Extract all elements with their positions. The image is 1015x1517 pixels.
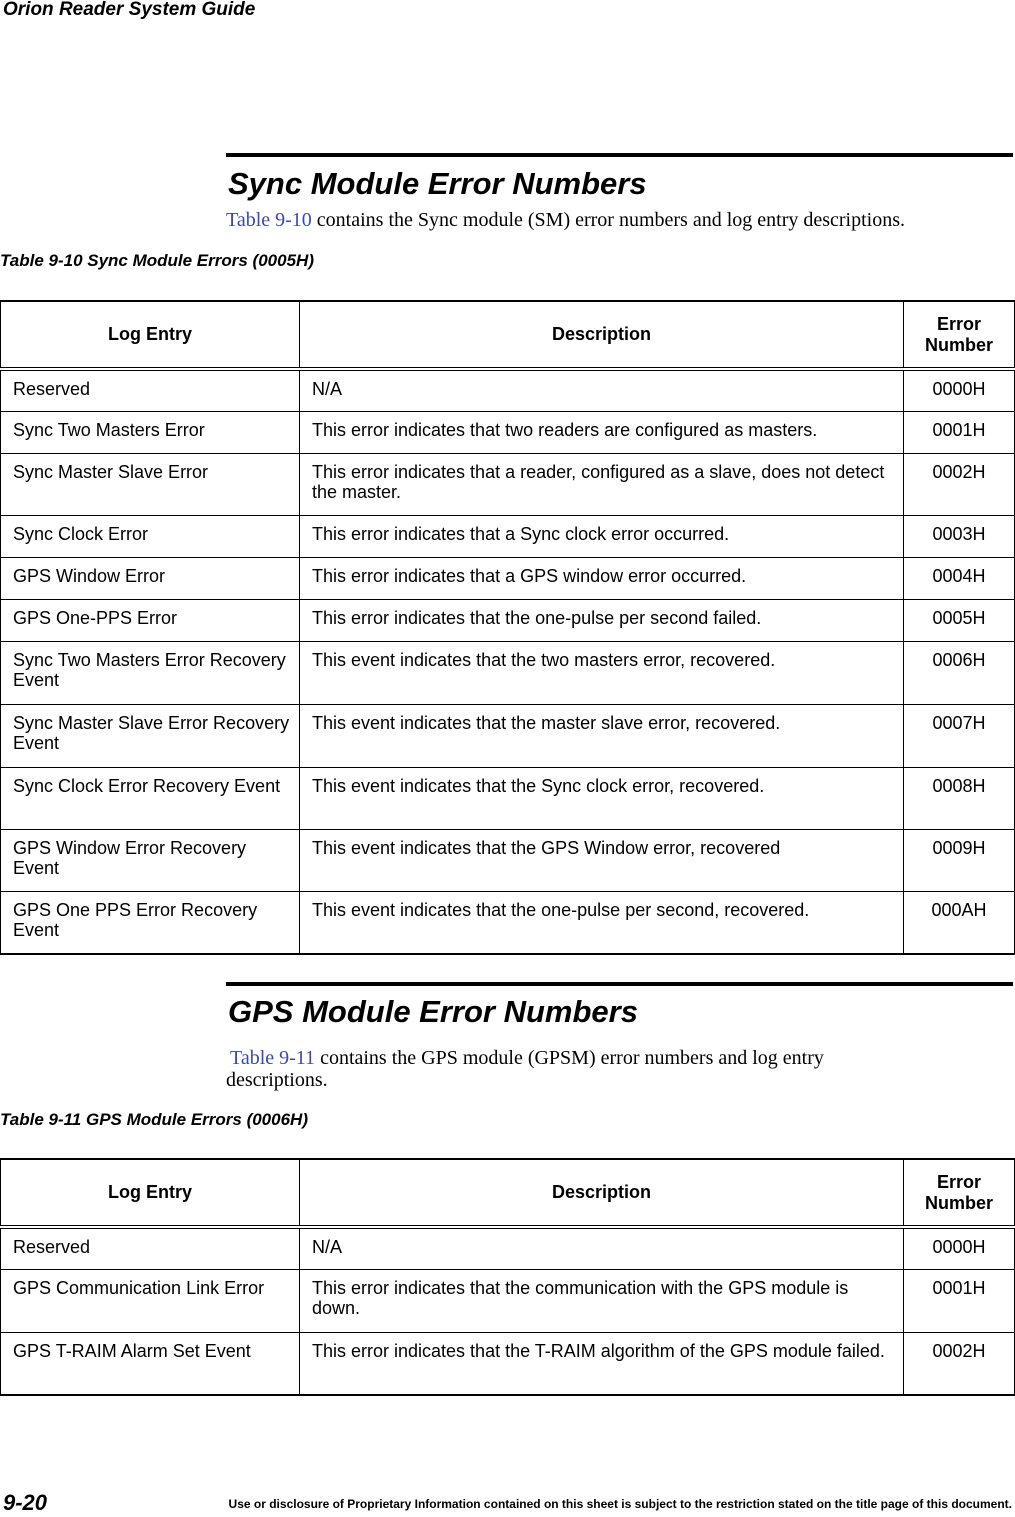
log-entry-cell: Sync Two Masters Error Recovery Event bbox=[1, 641, 300, 704]
section-intro-gps bbox=[226, 1047, 926, 1091]
table-row bbox=[1, 453, 1015, 515]
description-cell: This error indicates that a reader, configured as a slave, does not detect the master. bbox=[300, 453, 904, 515]
error-number-cell: 0001H bbox=[904, 1269, 1015, 1332]
table-row bbox=[1, 515, 1015, 557]
section-title-sync: Sync Module Error Numbers bbox=[228, 166, 647, 201]
column-header-description: Description bbox=[300, 301, 904, 369]
proprietary-notice: Use or disclosure of Proprietary Information contained on this sheet is subject to the restriction stated on the title page of this document. bbox=[228, 1497, 1012, 1511]
table-row bbox=[1, 411, 1015, 453]
column-header-log-entry: Log Entry bbox=[1, 301, 300, 369]
log-entry-cell: GPS Communication Link Error bbox=[1, 1269, 300, 1332]
error-number-cell: 000AH bbox=[904, 891, 1015, 954]
description-cell: This error indicates that two readers are configured as masters. bbox=[300, 411, 904, 453]
log-entry-cell: Reserved bbox=[1, 1227, 300, 1269]
description-cell: N/A bbox=[300, 369, 904, 411]
description-cell: This event indicates that the master slave error, recovered. bbox=[300, 704, 904, 767]
log-entry-cell: GPS One-PPS Error bbox=[1, 599, 300, 641]
description-cell: This error indicates that the T-RAIM algorithm of the GPS module failed. bbox=[300, 1332, 904, 1395]
error-number-cell: 0002H bbox=[904, 453, 1015, 515]
intro-text: contains the GPS module (GPSM) error numbers and log entry descriptions. bbox=[226, 1047, 824, 1091]
log-entry-cell: GPS Window Error Recovery Event bbox=[1, 829, 300, 891]
description-cell: This event indicates that the one-pulse per second, recovered. bbox=[300, 891, 904, 954]
table-row bbox=[1, 369, 1015, 411]
table-row bbox=[1, 704, 1015, 767]
log-entry-cell: Reserved bbox=[1, 369, 300, 411]
table-row bbox=[1, 599, 1015, 641]
description-cell: This event indicates that the two masters error, recovered. bbox=[300, 641, 904, 704]
log-entry-cell: GPS Window Error bbox=[1, 557, 300, 599]
column-header-error-number: Error Number bbox=[904, 301, 1015, 369]
log-entry-cell: GPS One PPS Error Recovery Event bbox=[1, 891, 300, 954]
sync-errors-table bbox=[0, 300, 1015, 955]
error-number-cell: 0002H bbox=[904, 1332, 1015, 1395]
error-number-cell: 0000H bbox=[904, 1227, 1015, 1269]
column-header-error-number: Error Number bbox=[904, 1159, 1015, 1227]
description-cell: This error indicates that the one-pulse per second failed. bbox=[300, 599, 904, 641]
log-entry-cell: Sync Clock Error bbox=[1, 515, 300, 557]
column-header-log-entry: Log Entry bbox=[1, 1159, 300, 1227]
description-cell: This error indicates that the communication with the GPS module is down. bbox=[300, 1269, 904, 1332]
error-number-cell: 0004H bbox=[904, 557, 1015, 599]
section-title-gps: GPS Module Error Numbers bbox=[228, 994, 638, 1029]
table-row bbox=[1, 1227, 1015, 1269]
section-intro-sync bbox=[226, 209, 1006, 231]
table-row bbox=[1, 829, 1015, 891]
table-row bbox=[1, 767, 1015, 829]
table-row bbox=[1, 557, 1015, 599]
table-caption-sync: Table 9-10 Sync Module Errors (0005H) bbox=[0, 251, 314, 270]
table-row bbox=[1, 1332, 1015, 1395]
error-number-cell: 0005H bbox=[904, 599, 1015, 641]
table-xref-link[interactable]: Table 9-10 bbox=[226, 209, 312, 231]
section-rule bbox=[226, 153, 1013, 157]
error-number-cell: 0001H bbox=[904, 411, 1015, 453]
error-number-cell: 0007H bbox=[904, 704, 1015, 767]
log-entry-cell: Sync Clock Error Recovery Event bbox=[1, 767, 300, 829]
table-row bbox=[1, 641, 1015, 704]
error-number-cell: 0000H bbox=[904, 369, 1015, 411]
error-number-cell: 0008H bbox=[904, 767, 1015, 829]
description-cell: N/A bbox=[300, 1227, 904, 1269]
table-row bbox=[1, 891, 1015, 954]
table-caption-gps: Table 9-11 GPS Module Errors (0006H) bbox=[0, 1110, 308, 1129]
running-header: Orion Reader System Guide bbox=[3, 0, 256, 20]
log-entry-cell: GPS T-RAIM Alarm Set Event bbox=[1, 1332, 300, 1395]
table-xref-link[interactable]: Table 9-11 bbox=[230, 1047, 316, 1069]
error-number-cell: 0006H bbox=[904, 641, 1015, 704]
log-entry-cell: Sync Two Masters Error bbox=[1, 411, 300, 453]
log-entry-cell: Sync Master Slave Error Recovery Event bbox=[1, 704, 300, 767]
table-row bbox=[1, 1269, 1015, 1332]
column-header-description: Description bbox=[300, 1159, 904, 1227]
page-number: 9-20 bbox=[3, 1490, 48, 1515]
error-number-cell: 0009H bbox=[904, 829, 1015, 891]
log-entry-cell: Sync Master Slave Error bbox=[1, 453, 300, 515]
error-number-cell: 0003H bbox=[904, 515, 1015, 557]
description-cell: This event indicates that the GPS Window error, recovered bbox=[300, 829, 904, 891]
gps-errors-table bbox=[0, 1158, 1015, 1396]
description-cell: This event indicates that the Sync clock error, recovered. bbox=[300, 767, 904, 829]
description-cell: This error indicates that a GPS window error occurred. bbox=[300, 557, 904, 599]
intro-text: contains the Sync module (SM) error numbers and log entry descriptions. bbox=[311, 209, 906, 231]
section-rule bbox=[226, 982, 1013, 986]
description-cell: This error indicates that a Sync clock error occurred. bbox=[300, 515, 904, 557]
